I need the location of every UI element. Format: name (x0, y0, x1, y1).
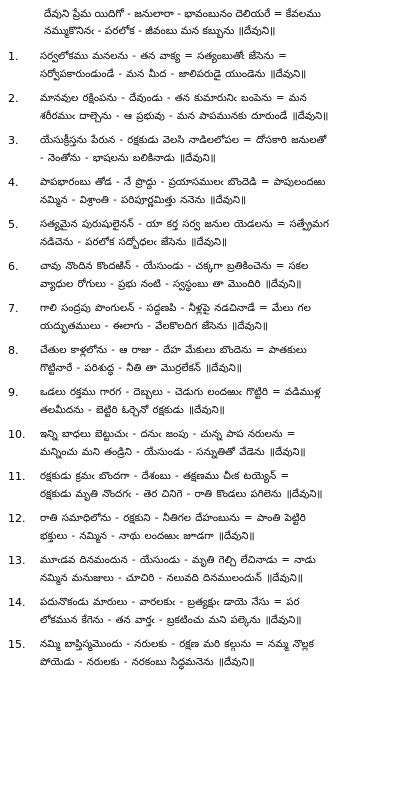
verse-item (6, 48, 403, 84)
verse-number: 8. (8, 344, 19, 357)
verse-line-1: గాలి సంద్రపు పొంగులన్ - సద్దణపి - నీళ్లపై నడచినాడే = మేలు గల (40, 303, 311, 314)
verse-text (40, 48, 403, 84)
verse-line-1: ఒడలు రక్తము గారగ - దెబ్బలు - చెడుగు లందఱుఁ గొట్టిరి = వడిముళ్ల (40, 387, 321, 398)
refrain-line-1: దేవుని ప్రేమ యిదిగో - జనులారా - భావంబునం దెలియరే = కేవలము (44, 8, 321, 20)
verse-line-1: పాపభారంబు తోడ - నే ప్రొద్దు - ప్రయాసములఁ బొందెడి = పాపులందఱు (40, 177, 326, 188)
verse-item (6, 90, 403, 126)
verse-number: 3. (8, 134, 19, 147)
verse-text (40, 384, 403, 420)
refrain (6, 6, 403, 40)
verse-item (6, 300, 403, 336)
verse-text (40, 132, 403, 168)
verse-item (6, 510, 403, 546)
verse-line-1: మానవుల రక్షింపను - దేవుండు - తన కుమారునిఁ బంపెను = మన (40, 93, 307, 104)
verse-number: 1. (8, 50, 19, 63)
verse-item (6, 258, 403, 294)
verse-text (40, 468, 403, 504)
verse-number: 5. (8, 218, 19, 231)
verse-text (40, 216, 403, 252)
verse-item (6, 216, 403, 252)
verse-item (6, 468, 403, 504)
verse-line-2: నమ్మిన మనుజులు - చూచిరి - నలువది దినములందున్ ॥దేవుని॥ (40, 573, 303, 584)
verse-text (40, 552, 403, 588)
verse-number: 14. (8, 596, 26, 609)
verse-line-2: మన్నించు మని తండ్రిని - యేసుండు - సన్నుతితో వేడెను ॥దేవుని॥ (40, 447, 306, 458)
verse-line-2: పోయెడు - నరులకు - నరకంబు సిద్ధమనెను ॥దేవుని॥ (40, 657, 255, 668)
verse-text (40, 174, 403, 210)
verse-line-2: రక్షకుడు మృతి నొందగఁ - తెర చినిగె - రాతి కొండలు పగిలెను ॥దేవుని॥ (40, 489, 323, 500)
verse-line-1: చేతుల కాళ్లలోను - ఆ రాజు - దేహ మేకులు బొందెను = పాతకులు (40, 345, 307, 356)
verse-line-1: రక్షకుడు క్రమఁ బొందగా - దేశంబు - తక్షణము చీఁక టయ్యెన్ = (40, 471, 289, 482)
verse-line-2: వ్యాధుల రోగులు - ప్రభు నంటి - స్వస్థంబు తా మొందిరి ॥దేవుని॥ (40, 279, 302, 290)
verse-item (6, 174, 403, 210)
verse-line-1: ఇన్ని బాధలు బెట్టుచుఁ - దనుఁ జంపు - చున్న పాప నరులను = (40, 429, 296, 440)
verse-text (40, 342, 403, 378)
verse-line-1: సత్యమైన పురుషులైనన్ - యా కర్త సర్వ జనుల యెడలను = సత్ప్రేమగ (40, 219, 329, 230)
verse-line-2: శరీరముఁ దాల్చెను - ఆ ప్రభువు - మన పాపమునకు దూరుండే ॥దేవుని॥ (40, 111, 329, 122)
verse-line-1: రాతి సమాధిలోను - రక్షకుని - నీతిగల దేహంబును = పాంతి పెట్టిరి (40, 513, 306, 524)
verse-text (40, 510, 403, 546)
verse-text (40, 636, 403, 672)
verse-number: 2. (8, 92, 19, 105)
verse-text (40, 258, 403, 294)
verse-item (6, 636, 403, 672)
refrain-line-2: నమ్ముకొనినఁ - పరలోక - జీవంబు మన కబ్బును ॥దేవుని॥ (44, 25, 276, 37)
verse-line-2: యద్భుతములు - ఈలాగు - వేలకొలదిగ జేసెను ॥దేవుని॥ (40, 321, 268, 332)
verse-list (6, 48, 403, 672)
verse-number: 12. (8, 512, 26, 525)
verse-line-1: చావు నొందిన కొందఱిన్ - యేసుండు - చక్కగా బ్రతికించెను = సకల (40, 261, 309, 272)
verse-item (6, 426, 403, 462)
verse-item (6, 132, 403, 168)
verse-item (6, 342, 403, 378)
verse-text (40, 90, 403, 126)
verse-number: 10. (8, 428, 26, 441)
verse-line-1: మూఁడవ దినమందున - యేసుండు - మృతి గెల్చి లేచినాడు = నాడు (40, 555, 316, 566)
verse-line-2: గొట్టినారే - పరిశుద్ధ - నీతి తా మొర్రలేకన్ ॥దేవుని॥ (40, 363, 242, 374)
verse-line-1: నమ్మి బాప్తిస్మమొందు - నరులకు - రక్షణ మరి కల్గును = నమ్మ నొల్లక (40, 639, 314, 650)
verse-line-1: యేసుక్రీస్తను పేరున - రక్షకుడు వెలసి నాడిలలోపల = దోసకారి జనులతో (40, 135, 327, 146)
verse-line-2: తలమీదను - బెట్టిరి ఓర్చెనో రక్షకుడు ॥దేవుని॥ (40, 405, 225, 416)
verse-line-2: నడిచెను - పరలోక సద్బోధలఁ జేసెను ॥దేవుని॥ (40, 237, 228, 248)
verse-line-2: సర్వోపకారుండుండే - మన మీద - జాలిపరుడై యుండెను ॥దేవుని॥ (40, 69, 307, 80)
verse-number: 13. (8, 554, 26, 567)
verse-line-1: పదునొకండు మారులు - వారలకుఁ - బ్రత్యక్షుఁ డాయె నేసు = పర (40, 597, 300, 608)
verse-item (6, 594, 403, 630)
verse-item (6, 384, 403, 420)
verse-line-2: నమ్మిన - విశ్రాంతి - పరిపూర్ణమిత్తు ననెను ॥దేవుని॥ (40, 195, 247, 206)
verse-number: 9. (8, 386, 19, 399)
verse-line-2: భక్తులు - నమ్మిన - నాథు లందఱుఁ జూడగా ॥దేవుని॥ (40, 531, 255, 542)
verse-number: 4. (8, 176, 19, 189)
verse-number: 6. (8, 260, 19, 273)
verse-number: 7. (8, 302, 19, 315)
verse-line-1: సర్వలోకము మనలను - తన వాక్య = సత్యంబుతోఁ జేసెను = (40, 51, 287, 62)
verse-line-2: - నెంతోను - భాషలను బలికినాడు ॥దేవుని॥ (40, 153, 216, 164)
verse-number: 11. (8, 470, 26, 483)
verse-line-2: లోకమున కేగెను - తన వార్తఁ - బ్రకటించు మని పల్కెను ॥దేవుని॥ (40, 615, 302, 626)
verse-text (40, 594, 403, 630)
verse-text (40, 300, 403, 336)
verse-number: 15. (8, 638, 26, 651)
verse-item (6, 552, 403, 588)
verse-text (40, 426, 403, 462)
